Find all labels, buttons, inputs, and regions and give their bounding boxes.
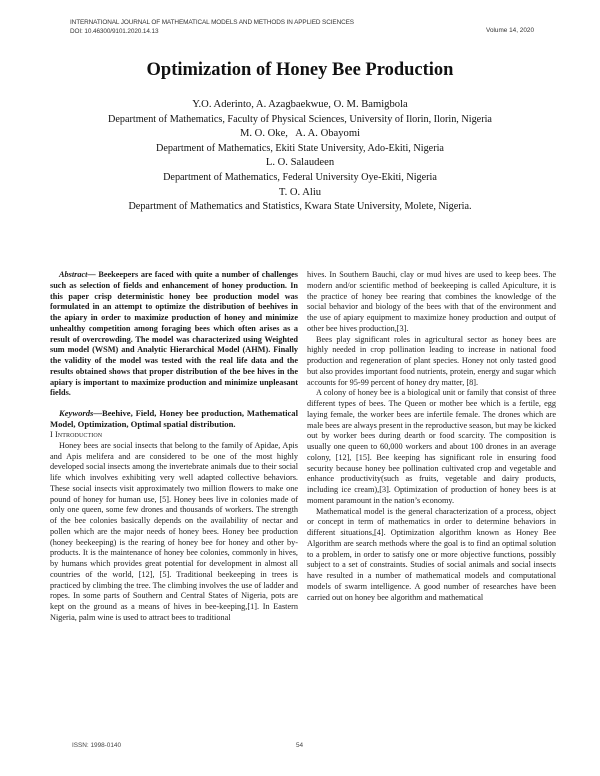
abstract-label: Abstract	[59, 270, 88, 279]
running-header	[70, 18, 354, 36]
author-affiliation: Department of Mathematics, Ekiti State University, Ado-Ekiti, Nigeria	[156, 142, 444, 154]
doi: DOI: 10.46300/9101.2020.14.13	[70, 28, 159, 35]
section-heading	[50, 430, 298, 441]
journal-name: INTERNATIONAL JOURNAL OF MATHEMATICAL MODELS AND METHODS IN APPLIED SCIENCES	[70, 19, 354, 26]
body-paragraph: hives. In Southern Bauchi, clay or mud hives are used to keep bees. The modern and/or scientific method of beekeeping is called Apiculture, it is the practice of honey bee rearing that combines the knowledge of the social behavior and biology of the bees with that of the environment and the use of apiary equipment to maximize honey production and output of other bee hives production,[3].	[307, 270, 556, 333]
volume-label: Volume 14, 2020	[486, 27, 534, 34]
keywords	[50, 408, 298, 430]
author-names: Y.O. Aderinto, A. Azagbaekwue, O. M. Bamigbola	[192, 99, 408, 110]
body-paragraph: Bees play significant roles in agricultural sector as honey bees are highly needed in crop pollination leading to increase in national food production and regeneration of plant species. Honey not only tasted good but also provides important food nutrients, protein, energy and sugar which accounts for 95-99 percent of honey dry matter, [8].	[307, 334, 556, 387]
author-names: L. O. Salaudeen	[265, 157, 335, 169]
page-number: 54	[296, 742, 304, 749]
keywords-text: —Beehive, Field, Honey bee production, Mathematical Model, Optimization, Optimal spatial distribution.	[50, 408, 298, 429]
author-block	[0, 98, 600, 215]
author-names: T. O. Aliu	[278, 186, 322, 198]
body-paragraph: Mathematical model is the general characterization of a process, object or concept in term of mathematics in order to determine behaviors in different situations,[4]. Optimization algorithm known as Honey Bee Algorithm are search methods where the goal is to find an optimal solution to a problem, in order to satisfy one or more objective functions, possibly subject to a set of constraints. Studies of social animals and social insects have resulted in a number of mathematical models and computational models of swarm intelligence. A good number of researches have been carried out on honey bee algorithm and mathematical	[307, 506, 556, 602]
keywords-label: Keywords	[59, 408, 94, 418]
body-paragraph: Honey bees are social insects that belong to the family of Apidae, Apis and Apis melifera and are considered to be one of the most highly developed social insects among the invertebrate animals due to their social life which involves exhibiting very well adapted collective behaviors. These social insects visit approximately two million flowers to make one pound of honey for human use, [5]. Honey bees live in colonies made of only one queen, some few drones and thousands of workers. The strength of the bee colonies basically depends on the availability of nectar and pollen which are the major needs of honey bees. Honey bee production (honey beekeeping) is the rearing of honey bee for honey and other by-products. It is the maintenance of honey bee colonies, commonly in hives, by humans which provides great potential for development in almost all countries of the world, [12], [5]. Traditional beekeeping in trees is practiced by climbing the tree. The climbing involves the use of ladder and ropes. In some parts of Southern and Central States of Nigeria, pots are kept on the ground as a means of hives in bee-keeping,[1]. In Eastern Nigeria, palm wine is used to attract bees to traditional	[50, 440, 298, 622]
right-column	[307, 270, 556, 603]
author-affiliation: Department of Mathematics, Faculty of Physical Sciences, University of Ilorin, Ilorin, Nigeria	[108, 113, 492, 125]
abstract	[50, 270, 298, 399]
left-column	[50, 270, 298, 624]
section-number: I	[50, 430, 53, 439]
author-affiliation: Department of Mathematics, Federal University Oye-Ekiti, Nigeria	[163, 171, 437, 183]
author-affiliation: Department of Mathematics and Statistics, Kwara State University, Molete, Nigeria.	[128, 201, 472, 213]
paper-title: Optimization of Honey Bee Production	[146, 60, 454, 80]
body-paragraph: A colony of honey bee is a biological unit or family that consist of three different types of bees. The Queen or mother bee which is a fertile, egg laying female, the worker bees are infertile female. The drones which are male bees are always present in the reproductive season, but may be kicked out by worker bees during dearth or food scarcity. The composition is usually one queen to 60,000 workers and about 100 drones in an average colony, [12], [15]. Bee keeping has significant role in ensuring food security because honey bee pollination cultivated crop and vegetable and enhance productivity(such as fruits, vegetable and dairy products, including ice cream),[3]. Optimization of production of honey bees is at moment paramount in the nation’s economy.	[307, 388, 557, 505]
abstract-text: — Beekeepers are faced with quite a number of challenges such as selection of fields and enhancement of honey production. In this paper crisp deterministic honey bee production model was formulated in an attempt to optimize the distribution of beehives in the apiary in order to maximize production of honey and minimize unhealthy competition among foraging bees which often arises as a result of overcrowding. The model was characterized using Weighted sum model (WSM) and Analytic Hierarchical Model (AHM). Finally the validity of the model was tested with the real life data and the results obtained shows that proper distribution of the bee hives in the apiary is important to maximize production and minimize unpleasant fields.	[50, 270, 298, 398]
issn-footer: ISSN: 1998-0140	[72, 742, 122, 749]
author-names: M. O. Oke, A. A. Obayomi	[239, 128, 361, 140]
section-title: Introduction	[54, 430, 103, 439]
